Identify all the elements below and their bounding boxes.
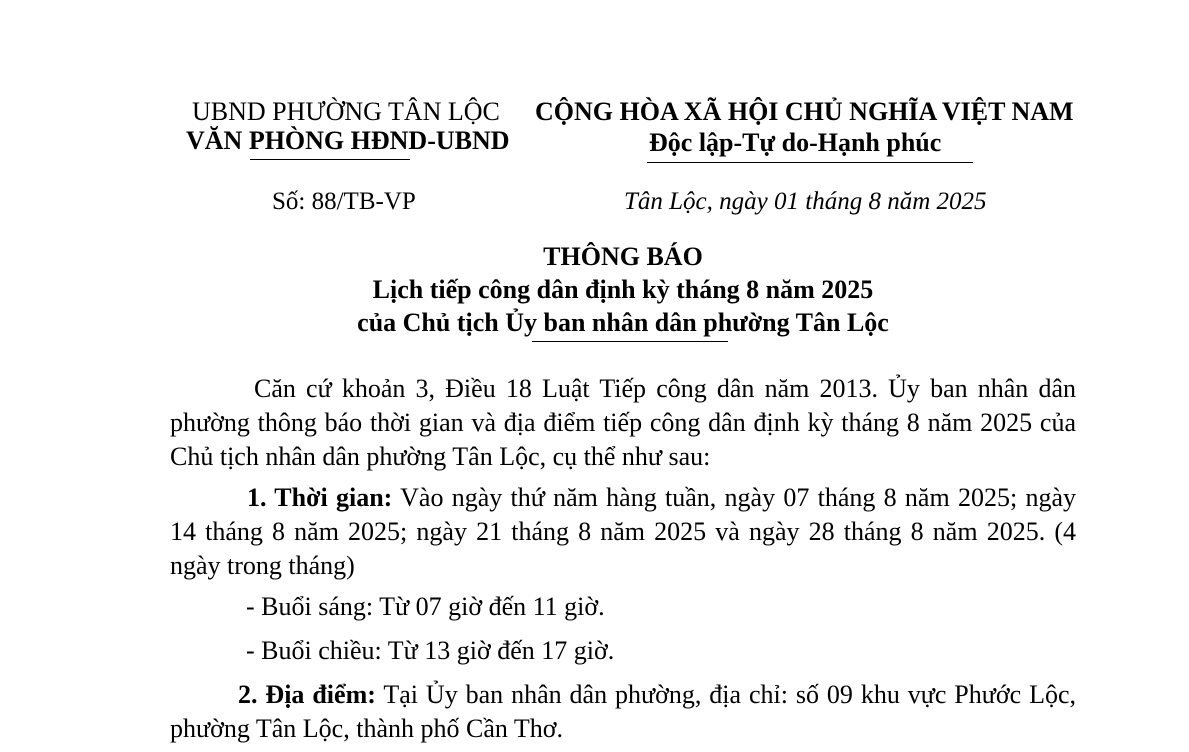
place-text: Tại Ủy ban nhân dân phường, địa chỉ: số 09 khu vực Phước Lộc, phường Tân Lộc, thành phố Cần Thơ. bbox=[170, 680, 1076, 743]
title-underline bbox=[532, 341, 728, 342]
time-paragraph bbox=[170, 481, 1076, 583]
issuing-office: VĂN PHÒNG HĐND-UBND bbox=[186, 126, 510, 155]
document-subject-line1: Lịch tiếp công dân định kỳ tháng 8 năm 2025 bbox=[372, 275, 874, 304]
motto-underline bbox=[647, 162, 973, 163]
time-label: 1. Thời gian: bbox=[247, 483, 393, 512]
office-underline bbox=[250, 159, 410, 160]
document-number: Số: 88/TB-VP bbox=[272, 188, 416, 215]
national-motto: Độc lập-Tự do-Hạnh phúc bbox=[649, 128, 942, 157]
national-title: CỘNG HÒA XÃ HỘI CHỦ NGHĨA VIỆT NAM bbox=[535, 97, 1074, 126]
issuing-authority: UBND PHƯỜNG TÂN LỘC bbox=[192, 97, 500, 126]
place-and-date: Tân Lộc, ngày 01 tháng 8 năm 2025 bbox=[624, 188, 987, 215]
place-label: 2. Địa điểm: bbox=[238, 680, 376, 709]
document-type-title: THÔNG BÁO bbox=[543, 242, 703, 271]
time-text: Vào ngày thứ năm hàng tuần, ngày 07 tháng 8 năm 2025; ngày 14 tháng 8 năm 2025; ngày 21 tháng 8 năm 2025 và ngày 28 tháng 8 năm 2025. (4 ngày trong tháng) bbox=[170, 483, 1076, 580]
intro-paragraph: Căn cứ khoản 3, Điều 18 Luật Tiếp công dân năm 2013. Ủy ban nhân dân phường thông báo thời gian và địa điểm tiếp công dân định kỳ tháng 8 năm 2025 của Chủ tịch nhân dân phường Tân Lộc, cụ thể như sau: bbox=[170, 374, 1076, 471]
morning-hours: - Buổi sáng: Từ 07 giờ đến 11 giờ. bbox=[246, 592, 605, 621]
afternoon-hours: - Buổi chiều: Từ 13 giờ đến 17 giờ. bbox=[246, 636, 615, 665]
document-subject-line2: của Chủ tịch Ủy ban nhân dân phường Tân Lộc bbox=[357, 308, 889, 337]
place-paragraph bbox=[170, 678, 1076, 746]
